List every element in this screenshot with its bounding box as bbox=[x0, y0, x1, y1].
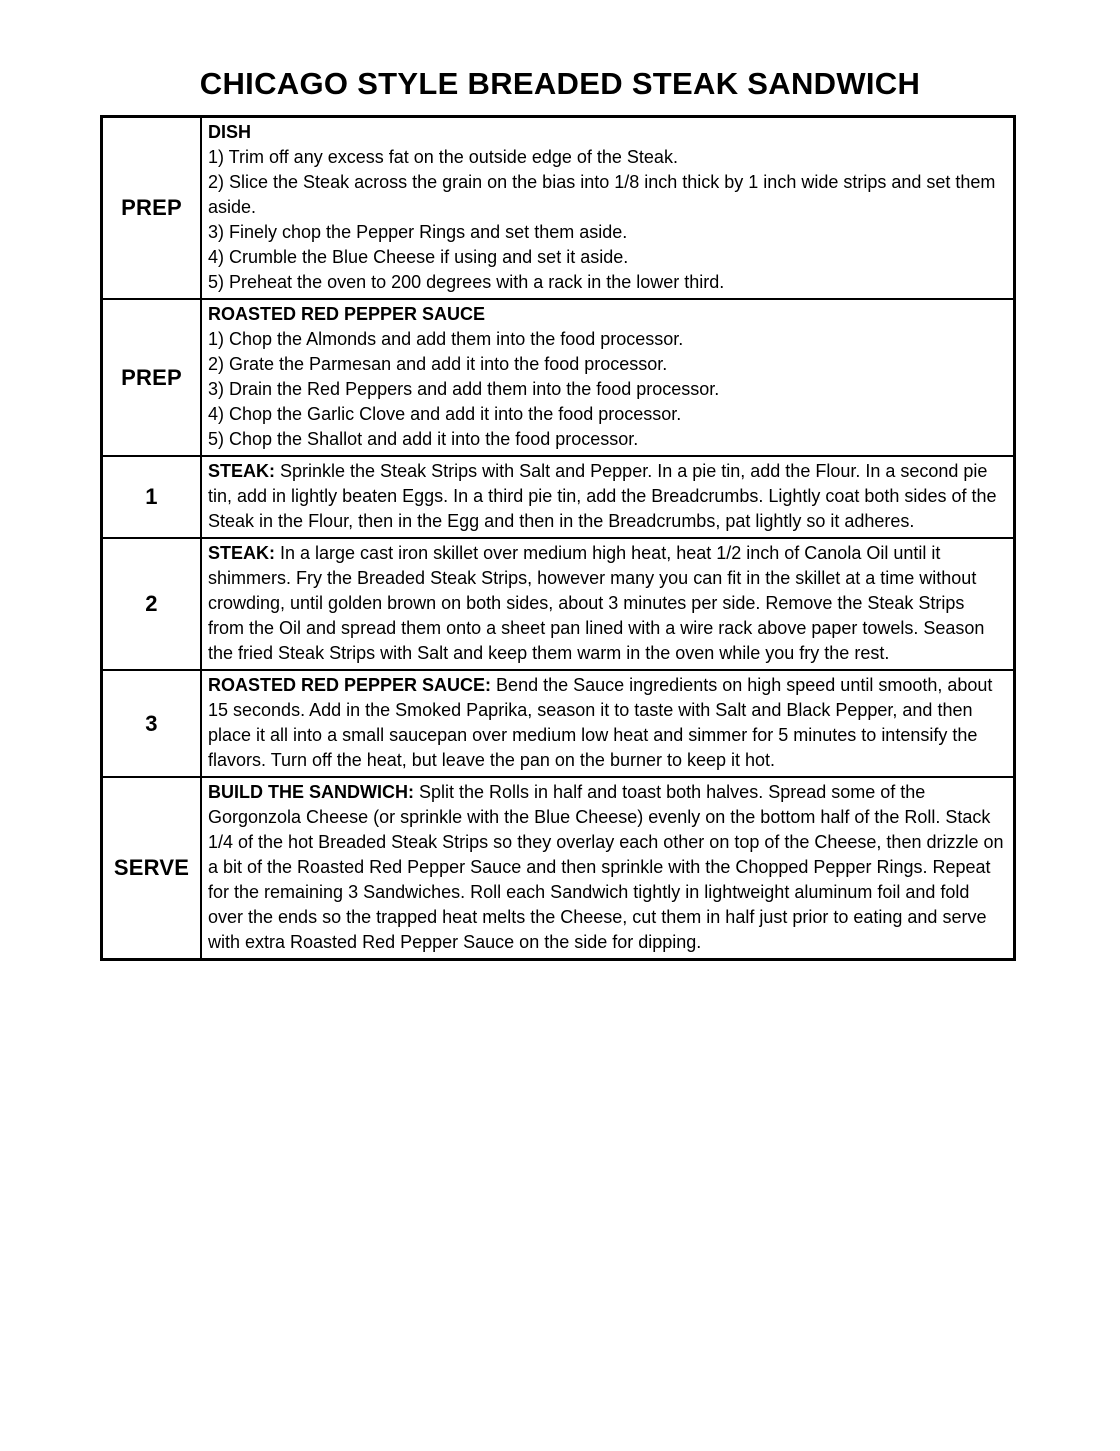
step-label: 3 bbox=[102, 670, 202, 777]
section-header: STEAK: bbox=[208, 543, 275, 563]
step-label: 1 bbox=[102, 456, 202, 538]
step-instructions bbox=[201, 538, 1015, 670]
recipe-row-prep-sauce bbox=[102, 299, 1015, 456]
step-paragraph bbox=[208, 673, 1005, 773]
step-line: 4) Chop the Garlic Clove and add it into the food processor. bbox=[208, 404, 682, 424]
recipe-row-step-3 bbox=[102, 670, 1015, 777]
step-line: 1) Trim off any excess fat on the outside edge of the Steak. bbox=[208, 147, 678, 167]
step-paragraph bbox=[208, 541, 1005, 666]
step-text: In a large cast iron skillet over medium high heat, heat 1/2 inch of Canola Oil until it shimmers. Fry the Breaded Steak Strips, however many you can fit in the skillet at a time without crowding, until golden brown on both sides, about 3 minutes per side. Remove the Steak Strips from the Oil and spread them onto a sheet pan lined with a wire rack above paper towels. Season the fried Steak Strips with Salt and keep them warm in the oven while you fry the rest. bbox=[208, 543, 985, 663]
step-line: 1) Chop the Almonds and add them into the food processor. bbox=[208, 329, 684, 349]
step-label: PREP bbox=[102, 299, 202, 456]
section-header: ROASTED RED PEPPER SAUCE bbox=[208, 304, 486, 324]
step-line: 2) Grate the Parmesan and add it into the food processor. bbox=[208, 354, 668, 374]
step-text: Sprinkle the Steak Strips with Salt and Pepper. In a pie tin, add the Flour. In a second pie tin, add in lightly beaten Eggs. In a third pie tin, add the Breadcrumbs. Lightly coat both sides of the Steak in the Flour, then in the Egg and then in the Breadcrumbs, pat lightly so it adheres. bbox=[208, 461, 997, 531]
step-paragraph bbox=[208, 459, 1005, 534]
recipe-table bbox=[100, 115, 1016, 961]
step-instructions bbox=[201, 670, 1015, 777]
step-text: Split the Rolls in half and toast both halves. Spread some of the Gorgonzola Cheese (or sprinkle with the Blue Cheese) evenly on the bottom half of the Roll. Stack 1/4 of the hot Breaded Steak Strips so they overlay each other on top of the Cheese, then drizzle on a bit of the Roasted Red Pepper Sauce and then sprinkle with the Chopped Pepper Rings. Repeat for the remaining 3 Sandwiches. Roll each Sandwich tightly in lightweight aluminum foil and fold over the ends so the trapped heat melts the Cheese, cut them in half just prior to eating and serve with extra Roasted Red Pepper Sauce on the side for dipping. bbox=[208, 782, 1004, 952]
section-header: STEAK: bbox=[208, 461, 275, 481]
step-instructions bbox=[201, 777, 1015, 960]
step-line: 5) Chop the Shallot and add it into the food processor. bbox=[208, 429, 639, 449]
step-label: 2 bbox=[102, 538, 202, 670]
step-line: 3) Finely chop the Pepper Rings and set them aside. bbox=[208, 222, 628, 242]
recipe-row-step-1 bbox=[102, 456, 1015, 538]
step-text: Bend the Sauce ingredients on high speed until smooth, about 15 seconds. Add in the Smoked Paprika, season it to taste with Salt and Black Pepper, and then place it all into a small saucepan over medium low heat and simmer for 5 minutes to intensify the flavors. Turn off the heat, but leave the pan on the burner to keep it hot. bbox=[208, 675, 993, 770]
recipe-row-prep-dish bbox=[102, 117, 1015, 300]
step-line: 2) Slice the Steak across the grain on the bias into 1/8 inch thick by 1 inch wide strips and set them aside. bbox=[208, 172, 996, 217]
step-line: 4) Crumble the Blue Cheese if using and set it aside. bbox=[208, 247, 629, 267]
step-instructions bbox=[201, 117, 1015, 300]
step-paragraph bbox=[208, 780, 1005, 955]
step-instructions bbox=[201, 456, 1015, 538]
step-line: 3) Drain the Red Peppers and add them into the food processor. bbox=[208, 379, 720, 399]
recipe-row-step-2 bbox=[102, 538, 1015, 670]
step-instructions bbox=[201, 299, 1015, 456]
section-header: ROASTED RED PEPPER SAUCE: bbox=[208, 675, 492, 695]
step-line: 5) Preheat the oven to 200 degrees with a rack in the lower third. bbox=[208, 272, 725, 292]
recipe-row-serve bbox=[102, 777, 1015, 960]
section-header: DISH bbox=[208, 122, 252, 142]
step-label: SERVE bbox=[102, 777, 202, 960]
page-title: CHICAGO STYLE BREADED STEAK SANDWICH bbox=[199, 66, 921, 101]
section-header: BUILD THE SANDWICH: bbox=[208, 782, 414, 802]
step-label: PREP bbox=[102, 117, 202, 300]
